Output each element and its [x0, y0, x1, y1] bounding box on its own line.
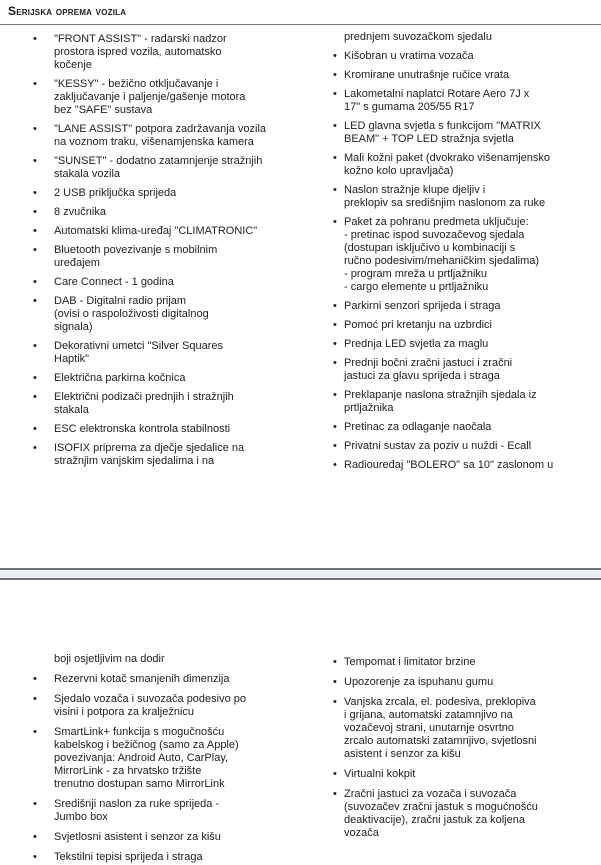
bullet-icon: •	[33, 78, 37, 90]
equipment-item-line: 8 zvučnika	[54, 206, 106, 218]
bullet-icon: •	[333, 357, 337, 369]
bullet-icon: •	[333, 389, 337, 401]
bullet-icon: •	[333, 300, 337, 312]
bullet-icon: •	[333, 768, 337, 780]
equipment-item-line: Kromirane unutrašnje ručice vrata	[344, 69, 510, 81]
bullet-icon: •	[33, 225, 37, 237]
equipment-list-page1-right	[332, 31, 596, 472]
section-title: Serijska oprema vozila	[8, 4, 127, 18]
bullet-icon: •	[333, 216, 337, 228]
equipment-item-line: Parkirni senzori sprijeda i straga	[344, 300, 501, 312]
equipment-item-line: Prednja LED svjetla za maglu	[344, 338, 489, 350]
equipment-item-line: Kišobran u vratima vozača	[344, 50, 474, 62]
equipment-item-line: vozačevoj strani, unutarnje osvrtno	[344, 722, 514, 734]
equipment-item-line: - pretinac ispod suvozačevog sjedala	[344, 229, 525, 241]
equipment-item	[332, 88, 596, 114]
equipment-item	[32, 244, 300, 270]
equipment-item-line: trenutno dostupan samo MirrorLink	[54, 778, 225, 790]
bullet-icon: •	[333, 788, 337, 800]
equipment-item-line: Pretinac za odlaganje naočala	[344, 421, 492, 433]
bullet-icon: •	[333, 69, 337, 81]
bullet-icon: •	[33, 155, 37, 167]
equipment-item-line: boji osjetljivim na dodir	[54, 653, 165, 665]
equipment-item-line: SmartLink+ funkcija s mogučnošću	[54, 726, 225, 738]
equipment-item	[32, 831, 300, 844]
equipment-item-line: LED glavna svjetla s funkcijom "MATRIX	[344, 120, 541, 132]
bullet-icon: •	[33, 276, 37, 288]
equipment-item-continuation	[32, 653, 300, 666]
equipment-item-line: zrcalo automatski zatamnjivo, svjetlosni	[344, 735, 537, 747]
equipment-item-line: Privatni sustav za poziv u nuždi - Ecall	[344, 440, 532, 452]
equipment-item-line: Bluetooth povezivanje s mobilnim	[54, 244, 218, 256]
equipment-item	[32, 33, 300, 72]
bullet-icon: •	[33, 831, 37, 843]
bullet-icon: •	[333, 184, 337, 196]
equipment-item-line: MirrorLink - za hrvatsko tržište	[54, 765, 202, 777]
equipment-item-line: Automatski klima-uređaj "CLIMATRONIC"	[54, 225, 258, 237]
equipment-item-line: Mali kožni paket (dvokrako višenamjensko	[344, 152, 551, 164]
bullet-icon: •	[333, 676, 337, 688]
equipment-item	[332, 768, 596, 781]
equipment-item-line: Električni podizači prednjih i stražnjih	[54, 391, 234, 403]
bullet-icon: •	[33, 372, 37, 384]
equipment-item-line: uređajem	[54, 257, 100, 269]
bullet-icon: •	[333, 656, 337, 668]
bullet-icon: •	[333, 152, 337, 164]
equipment-item	[332, 300, 596, 313]
bullet-icon: •	[33, 244, 37, 256]
equipment-item-line: stakala vozila	[54, 168, 121, 180]
equipment-item	[32, 340, 300, 366]
equipment-list-page2-right	[332, 656, 596, 840]
page2-right-column	[332, 656, 596, 847]
equipment-item-line: (dostupan isključivo u kombinaciji s	[344, 242, 516, 254]
equipment-item-line: Haptik"	[54, 353, 90, 365]
equipment-item	[332, 788, 596, 840]
equipment-item	[332, 338, 596, 351]
equipment-item	[332, 152, 596, 178]
equipment-item	[32, 276, 300, 289]
bullet-icon: •	[33, 442, 37, 454]
equipment-item-line: 2 USB priključka sprijeda	[54, 187, 177, 199]
equipment-item-line: Dekorativni umetci "Silver Squares	[54, 340, 223, 352]
equipment-item-line: "FRONT ASSIST" - radarski nadzor	[54, 33, 227, 45]
equipment-item-continuation	[332, 31, 596, 44]
equipment-item-line: (suvozačev zračni jastuk s mogućnošću	[344, 801, 538, 813]
equipment-item	[332, 216, 596, 294]
bullet-icon: •	[33, 340, 37, 352]
bullet-icon: •	[33, 673, 37, 685]
page-break-separator	[0, 568, 601, 580]
equipment-item-line: - program mreža u prtljažniku	[344, 268, 488, 280]
equipment-item-line: jastuci za glavu sprijeda i straga	[344, 370, 500, 382]
bullet-icon: •	[333, 440, 337, 452]
equipment-item-line: asistent i senzor za kišu	[344, 748, 461, 760]
equipment-item-line: Zračni jastuci za vozača i suvozača	[344, 788, 517, 800]
equipment-item-line: Električna parkirna kočnica	[54, 372, 186, 384]
equipment-item	[332, 50, 596, 63]
equipment-item	[332, 120, 596, 146]
equipment-item	[32, 673, 300, 686]
equipment-item-line: ručno podesivim/mehaničkim sjedalima)	[344, 255, 540, 267]
bullet-icon: •	[333, 50, 337, 62]
equipment-item-line: preklopiv sa središnjim naslonom za ruke	[344, 197, 546, 209]
equipment-item	[32, 78, 300, 117]
bullet-icon: •	[333, 459, 337, 471]
bullet-icon: •	[33, 851, 37, 863]
equipment-item-line: Lakometalni naplatci Rotare Aero 7J x	[344, 88, 530, 100]
bullet-icon: •	[333, 338, 337, 350]
equipment-item-line: Tekstilni tepisi sprijeda i straga	[54, 851, 203, 863]
bullet-icon: •	[33, 391, 37, 403]
equipment-item	[332, 696, 596, 761]
equipment-item-line: Naslon stražnje klupe djeljiv i	[344, 184, 486, 196]
bullet-icon: •	[333, 696, 337, 708]
equipment-item-line: Rezervni kotač smanjenih dimenzija	[54, 673, 230, 685]
equipment-item-line: zaključavanje i paljenje/gašenje motora	[54, 91, 246, 103]
equipment-item	[332, 184, 596, 210]
equipment-item	[32, 693, 300, 719]
equipment-item-line: Svjetlosni asistent i senzor za kišu	[54, 831, 221, 843]
bullet-icon: •	[33, 206, 37, 218]
equipment-item-line: Paket za pohranu predmeta uključuje:	[344, 216, 529, 228]
bullet-icon: •	[33, 693, 37, 705]
equipment-item-line: na voznom traku, višenamjenska kamera	[54, 136, 254, 148]
equipment-item	[32, 295, 300, 334]
equipment-item-line: "SUNSET" - dodatno zatamnjenje stražnjih	[54, 155, 263, 167]
equipment-item	[332, 656, 596, 669]
equipment-item-line: ISOFIX priprema za dječje sjedalice na	[54, 442, 245, 454]
equipment-item	[332, 389, 596, 415]
equipment-item-line: bez "SAFE" sustava	[54, 104, 153, 116]
bullet-icon: •	[333, 319, 337, 331]
page1-left-column	[32, 33, 300, 474]
equipment-item-line: signala)	[54, 321, 93, 333]
equipment-item	[32, 391, 300, 417]
equipment-item	[332, 357, 596, 383]
equipment-item	[332, 440, 596, 453]
equipment-item	[32, 423, 300, 436]
equipment-item	[32, 206, 300, 219]
equipment-item-line: Prednji bočni zračni jastuci i zračni	[344, 357, 513, 369]
equipment-item	[32, 155, 300, 181]
bullet-icon: •	[33, 187, 37, 199]
equipment-item-line: ESC elektronska kontrola stabilnosti	[54, 423, 231, 435]
equipment-item-line: kočenje	[54, 59, 92, 71]
bullet-icon: •	[33, 798, 37, 810]
equipment-item-line: - cargo elemente u prtljažniku	[344, 281, 489, 293]
equipment-item-line: deaktivacije), zračni jastuk za koljena	[344, 814, 525, 826]
equipment-item-line: 17" s gumama 205/55 R17	[344, 101, 475, 113]
equipment-item-line: Upozorenje za ispuhanu gumu	[344, 676, 494, 688]
equipment-item-line: i grijana, automatski zatamnjivo na	[344, 709, 513, 721]
bullet-icon: •	[333, 421, 337, 433]
equipment-item	[32, 726, 300, 791]
equipment-item	[32, 442, 300, 468]
equipment-item	[332, 459, 596, 472]
equipment-item-line: prtljažnika	[344, 402, 394, 414]
equipment-item	[32, 123, 300, 149]
equipment-item-line: stakala	[54, 404, 89, 416]
equipment-item-line: Vanjska zrcala, el. podesiva, preklopiva	[344, 696, 536, 708]
equipment-item	[332, 319, 596, 332]
bullet-icon: •	[33, 295, 37, 307]
bullet-icon: •	[33, 726, 37, 738]
bullet-icon: •	[33, 423, 37, 435]
equipment-item	[332, 676, 596, 689]
equipment-item-line: stražnjim vanjskim sjedalima i na	[54, 455, 215, 467]
equipment-item-line: DAB - Digitalni radio prijam	[54, 295, 187, 307]
equipment-item-line: vozača	[344, 827, 379, 839]
equipment-item-line: visini i potpora za kralježnicu	[54, 706, 195, 718]
equipment-item-line: Radiouređaj "BOLERO" sa 10" zaslonom u	[344, 459, 554, 471]
equipment-item-line: prednjem suvozačkom sjedalu	[344, 31, 492, 43]
equipment-item	[332, 69, 596, 82]
equipment-item-line: kožno kolo upravljača)	[344, 165, 454, 177]
equipment-item-line: Virtualni kokpit	[344, 768, 416, 780]
equipment-item	[32, 798, 300, 824]
title-underline-rule	[0, 24, 601, 25]
equipment-item-line: Preklapanje naslona stražnjih sjedala iz	[344, 389, 537, 401]
equipment-item-line: BEAM" + TOP LED stražnja svjetla	[344, 133, 514, 145]
equipment-item	[32, 372, 300, 385]
equipment-item	[32, 225, 300, 238]
equipment-item	[32, 187, 300, 200]
page2-left-column	[32, 653, 300, 865]
bullet-icon: •	[33, 33, 37, 45]
equipment-item-line: "LANE ASSIST" potpora zadržavanja vozila	[54, 123, 267, 135]
equipment-item-line: Care Connect - 1 godina	[54, 276, 174, 288]
equipment-item-line: "KESSY" - bežično otključavanje i	[54, 78, 219, 90]
equipment-item-line: povezivanja: Android Auto, CarPlay,	[54, 752, 229, 764]
equipment-item-line: Jumbo box	[54, 811, 108, 823]
bullet-icon: •	[333, 88, 337, 100]
equipment-item-line: (ovisi o raspoloživosti digitalnog	[54, 308, 209, 320]
equipment-item-line: kabelskog i bežičnog (samo za Apple)	[54, 739, 239, 751]
equipment-list-page1-left	[32, 33, 300, 468]
bullet-icon: •	[333, 120, 337, 132]
equipment-item-line: Pomoć pri kretanju na uzbrdici	[344, 319, 492, 331]
equipment-item	[332, 421, 596, 434]
equipment-item-line: Sjedalo vozača i suvozača podesivo po	[54, 693, 247, 705]
equipment-item-line: Tempomat i limitator brzine	[344, 656, 476, 668]
equipment-item-line: prostora ispred vozila, automatsko	[54, 46, 222, 58]
page1-right-column	[332, 31, 596, 478]
bullet-icon: •	[33, 123, 37, 135]
equipment-item-line: Središnji naslon za ruke sprijeda -	[54, 798, 220, 810]
equipment-list-page2-left	[32, 653, 300, 864]
equipment-item	[32, 851, 300, 864]
